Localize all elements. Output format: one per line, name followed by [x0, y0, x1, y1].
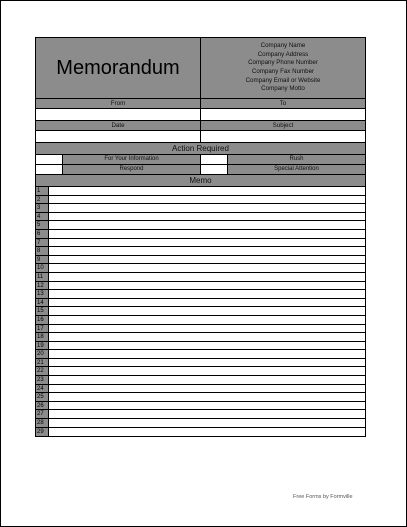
memo-line-number: 17	[36, 325, 49, 333]
company-phone: Company Phone Number	[248, 59, 318, 67]
memo-line-number: 11	[36, 273, 49, 281]
memo-line-field[interactable]	[49, 264, 365, 272]
fyi-checkbox[interactable]	[36, 155, 63, 164]
special-attention-label: Special Attention	[228, 165, 365, 174]
memo-line-field[interactable]	[49, 196, 365, 204]
action-row-2	[36, 165, 365, 175]
company-info	[201, 38, 365, 98]
memo-line	[36, 385, 365, 394]
from-to-fields	[36, 109, 365, 121]
memo-line-field[interactable]	[49, 204, 365, 212]
memo-line	[36, 333, 365, 342]
respond-label: Respond	[63, 165, 201, 174]
action-row-1	[36, 155, 365, 165]
date-subject-fields	[36, 131, 365, 143]
memo-line-number: 12	[36, 282, 49, 290]
memo-heading: Memo	[36, 175, 365, 187]
memo-line-number: 29	[36, 428, 49, 437]
company-motto: Company Motto	[261, 85, 305, 93]
memo-line-field[interactable]	[49, 290, 365, 298]
to-label: To	[200, 99, 365, 108]
memo-line-field[interactable]	[49, 410, 365, 418]
from-to-labels	[36, 99, 365, 109]
memo-line	[36, 196, 365, 205]
memo-line-number: 6	[36, 230, 49, 238]
memo-line-number: 14	[36, 299, 49, 307]
memo-line	[36, 299, 365, 308]
memo-line	[36, 350, 365, 359]
memo-line	[36, 376, 365, 385]
company-name: Company Name	[260, 42, 306, 50]
from-label: From	[36, 99, 200, 108]
form-header	[36, 38, 365, 99]
footer-credit: Free Forms by Formville	[293, 494, 353, 500]
memo-lines	[36, 187, 365, 436]
memo-line	[36, 282, 365, 291]
company-email-website: Company Email or Website	[245, 76, 321, 84]
memo-line	[36, 273, 365, 282]
memo-line-number: 10	[36, 264, 49, 272]
memo-line-number: 8	[36, 247, 49, 255]
date-label: Date	[36, 121, 200, 130]
memo-form	[35, 37, 366, 437]
to-field[interactable]	[200, 109, 365, 120]
company-address: Company Address	[257, 50, 309, 58]
fyi-label: For Your Information	[63, 155, 201, 164]
memo-line-field[interactable]	[49, 221, 365, 229]
memo-line-field[interactable]	[49, 230, 365, 238]
memo-line-field[interactable]	[49, 273, 365, 281]
title-cell	[36, 38, 201, 98]
memo-line-field[interactable]	[49, 402, 365, 410]
memo-line-field[interactable]	[49, 247, 365, 255]
memo-line	[36, 247, 365, 256]
memo-line-number: 26	[36, 402, 49, 410]
memo-line-field[interactable]	[49, 367, 365, 375]
memo-line-number: 2	[36, 196, 49, 204]
memo-line	[36, 402, 365, 411]
memo-line-number: 4	[36, 213, 49, 221]
memo-line	[36, 256, 365, 265]
memo-line	[36, 367, 365, 376]
memo-line	[36, 428, 365, 437]
memo-line-number: 18	[36, 333, 49, 341]
memo-line-field[interactable]	[49, 187, 365, 195]
memo-line-number: 21	[36, 359, 49, 367]
memo-line-number: 22	[36, 367, 49, 375]
memo-line	[36, 393, 365, 402]
rush-checkbox[interactable]	[201, 155, 228, 164]
memo-line-field[interactable]	[49, 419, 365, 427]
memo-line-field[interactable]	[49, 393, 365, 401]
memo-line-number: 24	[36, 385, 49, 393]
memo-line-field[interactable]	[49, 316, 365, 324]
memo-line-field[interactable]	[49, 428, 365, 437]
memo-line-field[interactable]	[49, 359, 365, 367]
memo-line-field[interactable]	[49, 256, 365, 264]
memo-line	[36, 204, 365, 213]
memo-line-field[interactable]	[49, 385, 365, 393]
memo-line-number: 13	[36, 290, 49, 298]
memo-line-number: 19	[36, 342, 49, 350]
memo-line-number: 1	[36, 187, 49, 195]
memo-line-field[interactable]	[49, 282, 365, 290]
memo-line-number: 23	[36, 376, 49, 384]
memo-line-number: 28	[36, 419, 49, 427]
memo-line	[36, 213, 365, 222]
memo-line-number: 15	[36, 307, 49, 315]
memo-line-number: 3	[36, 204, 49, 212]
memo-line	[36, 239, 365, 248]
memo-line	[36, 264, 365, 273]
memo-line-field[interactable]	[49, 342, 365, 350]
memo-line-number: 9	[36, 256, 49, 264]
subject-field[interactable]	[200, 131, 365, 142]
memo-line	[36, 359, 365, 368]
memo-line	[36, 290, 365, 299]
memo-line-number: 25	[36, 393, 49, 401]
memo-line-field[interactable]	[49, 333, 365, 341]
memo-line-field[interactable]	[49, 350, 365, 358]
subject-label: Subject	[200, 121, 365, 130]
date-subject-labels	[36, 121, 365, 131]
memo-line	[36, 342, 365, 351]
memo-line-number: 20	[36, 350, 49, 358]
memo-line	[36, 221, 365, 230]
memo-line	[36, 316, 365, 325]
memo-line-field[interactable]	[49, 325, 365, 333]
memo-line-number: 16	[36, 316, 49, 324]
memo-line	[36, 410, 365, 419]
from-field[interactable]	[36, 109, 200, 120]
memo-line	[36, 325, 365, 334]
memo-line	[36, 187, 365, 196]
respond-checkbox[interactable]	[36, 165, 63, 174]
memo-line-number: 27	[36, 410, 49, 418]
memo-line-field[interactable]	[49, 299, 365, 307]
memo-line-number: 7	[36, 239, 49, 247]
date-field[interactable]	[36, 131, 200, 142]
memo-line-field[interactable]	[49, 376, 365, 384]
memo-line-field[interactable]	[49, 307, 365, 315]
memo-line	[36, 419, 365, 428]
memo-line-field[interactable]	[49, 239, 365, 247]
action-required-heading: Action Required	[36, 143, 365, 155]
memo-line-field[interactable]	[49, 213, 365, 221]
memo-line	[36, 230, 365, 239]
company-fax: Company Fax Number	[251, 68, 315, 75]
special-attention-checkbox[interactable]	[201, 165, 228, 174]
form-title: Memorandum	[56, 56, 180, 79]
rush-label: Rush	[228, 155, 365, 164]
memo-line	[36, 307, 365, 316]
memo-line-number: 5	[36, 221, 49, 229]
